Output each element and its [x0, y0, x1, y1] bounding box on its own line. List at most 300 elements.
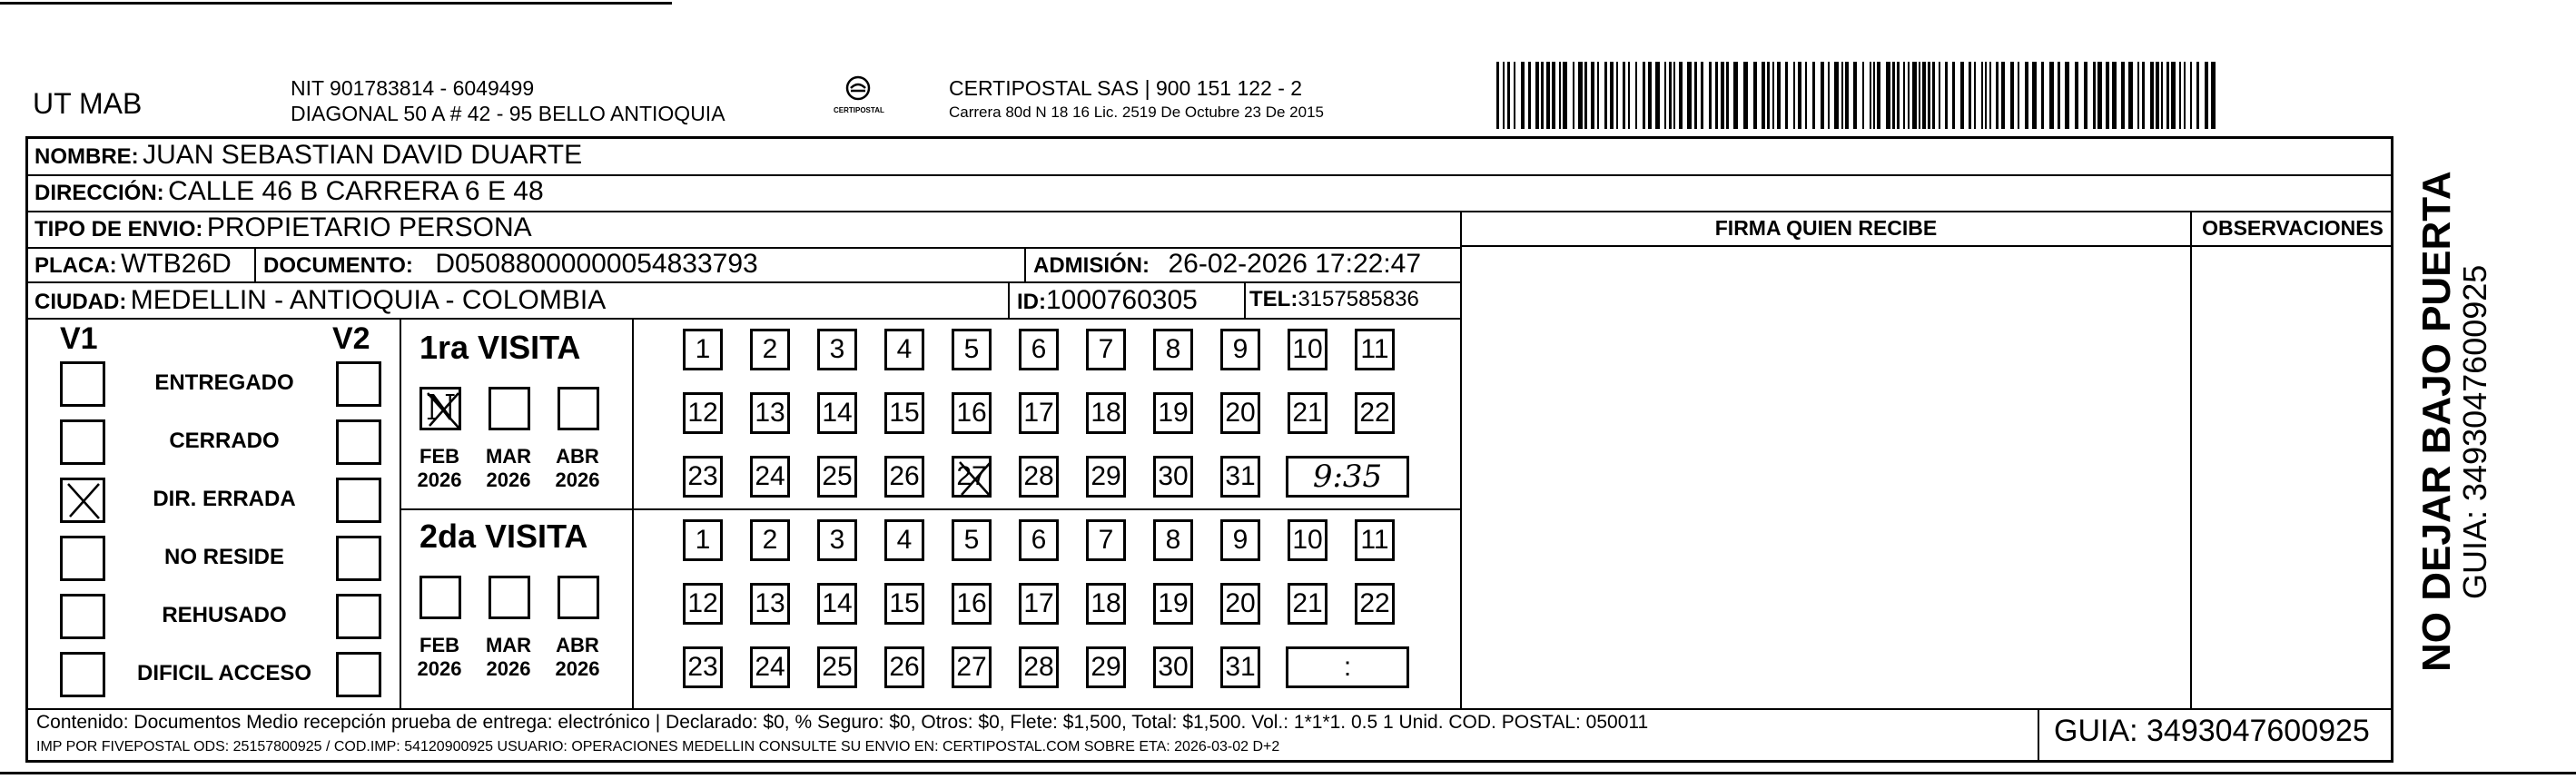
footer-guia: GUIA: 3493047600925	[2054, 714, 2370, 748]
v1-check-mark	[63, 480, 103, 520]
ciudad-value: MEDELLIN - ANTIOQUIA - COLOMBIA	[130, 285, 607, 315]
barcode-bar	[1945, 62, 1948, 129]
barcode-bar	[1655, 62, 1660, 129]
day-box[interactable]	[750, 519, 790, 561]
day-number: 8	[1165, 334, 1181, 364]
v1-checkbox[interactable]	[60, 652, 105, 697]
barcode-bar	[1604, 62, 1607, 129]
direccion-value: CALLE 46 B CARRERA 6 E 48	[168, 176, 544, 206]
nombre-value: JUAN SEBASTIAN DAVID DUARTE	[143, 140, 583, 170]
barcode-bar	[1535, 62, 1539, 129]
day-number: 12	[687, 398, 718, 428]
barcode-bar	[1862, 62, 1864, 129]
barcode-bar	[2112, 62, 2117, 129]
day-box[interactable]	[1220, 646, 1260, 688]
documento-label: DOCUMENTO:	[263, 253, 413, 278]
month-year: 2026	[417, 657, 462, 680]
day-number: 27	[956, 461, 987, 491]
day-box[interactable]	[1288, 583, 1327, 625]
placa-label: PLACA:	[35, 253, 117, 278]
visits-divider	[632, 318, 634, 708]
day-number: 13	[755, 588, 785, 618]
day-number: 19	[1158, 588, 1189, 618]
barcode-bar	[1793, 62, 1795, 129]
barcode-bar	[1821, 62, 1824, 129]
day-box[interactable]	[1153, 329, 1193, 370]
day-box[interactable]	[683, 392, 723, 434]
day-number: 8	[1165, 525, 1181, 555]
day-box[interactable]	[1019, 456, 1059, 498]
day-number: 9	[1232, 334, 1249, 364]
month-label	[550, 634, 605, 681]
day-box[interactable]	[1019, 583, 1059, 625]
day-box[interactable]	[1220, 392, 1260, 434]
day-check-mark	[954, 459, 994, 498]
month-label	[481, 445, 536, 492]
barcode-bar	[1563, 62, 1567, 129]
barcode-bar	[2166, 62, 2169, 129]
v1-checkbox[interactable]	[60, 361, 105, 407]
barcode-bar	[1521, 62, 1525, 129]
barcode-bar	[1503, 62, 1505, 129]
day-box[interactable]	[750, 392, 790, 434]
day-box[interactable]	[952, 646, 992, 688]
month-checkbox[interactable]	[489, 576, 530, 619]
v1-checkbox[interactable]	[60, 419, 105, 465]
barcode-bar	[2150, 62, 2154, 129]
day-number: 25	[822, 652, 853, 682]
barcode-bar	[1709, 62, 1712, 129]
barcode-bar	[1985, 62, 1987, 129]
day-number: 16	[956, 588, 987, 618]
barcode-bar	[2171, 62, 2176, 129]
day-number: 18	[1091, 588, 1121, 618]
month-checkbox[interactable]	[558, 387, 599, 430]
barcode-bar	[1873, 62, 1875, 129]
day-number: 30	[1158, 461, 1189, 491]
barcode-bar	[1798, 62, 1801, 129]
barcode-bar	[1628, 62, 1630, 129]
day-box[interactable]	[683, 519, 723, 561]
day-box[interactable]	[884, 392, 924, 434]
barcode-bar	[2137, 62, 2139, 129]
barcode-bar	[2001, 62, 2005, 129]
firma-header: FIRMA QUIEN RECIBE	[1714, 216, 1938, 240]
day-box[interactable]	[1288, 392, 1327, 434]
v1-heading: V1	[60, 321, 98, 356]
day-number: 21	[1292, 588, 1323, 618]
status-label: DIR. ERRADA	[153, 487, 296, 511]
firma-left-border	[1460, 211, 1462, 708]
day-box[interactable]	[817, 329, 857, 370]
day-box[interactable]	[1355, 519, 1395, 561]
barcode-bar	[1679, 62, 1683, 129]
day-number: 25	[822, 461, 853, 491]
tel-label: TEL:	[1249, 287, 1298, 311]
barcode-bar	[1591, 62, 1594, 129]
barcode-bar	[2128, 62, 2133, 129]
barcode-bar	[1841, 62, 1843, 129]
barcode-bar	[2058, 62, 2060, 129]
day-number: 15	[889, 398, 920, 428]
month-label	[412, 445, 467, 492]
admision-value: 26-02-2026 17:22:47	[1168, 249, 1422, 279]
barcode-bar	[1777, 62, 1781, 129]
day-box[interactable]	[817, 646, 857, 688]
v2-checkbox[interactable]	[336, 419, 381, 465]
day-box[interactable]	[1153, 646, 1193, 688]
day-box[interactable]	[1288, 519, 1327, 561]
barcode-bar	[1870, 62, 1871, 129]
day-box[interactable]	[1086, 392, 1126, 434]
month-year: 2026	[555, 657, 600, 680]
day-number: 30	[1158, 652, 1189, 682]
day-box[interactable]	[750, 456, 790, 498]
month-name: ABR	[556, 634, 599, 656]
id-cell	[1017, 285, 1198, 316]
v2-checkbox[interactable]	[336, 536, 381, 581]
month-label	[481, 634, 536, 681]
day-box[interactable]	[1355, 329, 1395, 370]
day-number: 6	[1031, 334, 1047, 364]
day-number: 11	[1360, 334, 1389, 364]
day-number: 22	[1359, 398, 1390, 428]
day-box[interactable]	[750, 646, 790, 688]
day-box[interactable]	[683, 646, 723, 688]
day-number: 27	[956, 652, 987, 682]
barcode-bar	[1886, 62, 1890, 129]
barcode-bar	[1989, 62, 1991, 129]
barcode-bar	[1648, 62, 1652, 129]
day-box[interactable]	[1019, 519, 1059, 561]
footer-contenido: Contenido: Documentos Medio recepción prueba de entrega: electrónico | Declarado: $0, % Seguro: $0, Otros: $0, Flete: $1,500, Total: $1,500. Vol.: 1*1*1. 0.5 1 Unid. COD. POSTAL: 050011	[36, 712, 1649, 733]
day-number: 6	[1031, 525, 1047, 555]
carrier-name: CERTIPOSTAL SAS | 900 151 122 - 2	[949, 76, 1303, 100]
day-number: 5	[963, 525, 980, 555]
barcode-bar	[1687, 62, 1692, 129]
logo-text: CERTIPOSTAL	[834, 106, 884, 114]
barcode-bar	[1616, 62, 1618, 129]
day-box[interactable]	[1086, 646, 1126, 688]
day-box[interactable]	[683, 456, 723, 498]
id-value: 1000760305	[1046, 285, 1198, 315]
day-number: 1	[695, 525, 711, 555]
logo-icon	[843, 74, 873, 102]
day-number: 19	[1158, 398, 1189, 428]
barcode-bar	[1834, 62, 1839, 129]
barcode-bar	[1753, 62, 1757, 129]
second-visit-title: 2da VISITA	[419, 518, 588, 555]
day-box[interactable]	[1019, 329, 1059, 370]
barcode-bar	[1974, 62, 1976, 129]
barcode-bar	[1828, 62, 1830, 129]
barcode-bar	[1669, 62, 1672, 129]
day-box[interactable]	[683, 329, 723, 370]
bottom-edge-line	[0, 772, 2576, 774]
day-box[interactable]	[750, 329, 790, 370]
day-box[interactable]	[817, 519, 857, 561]
documento-value: D05088000000054833793	[435, 249, 758, 279]
barcode-bar	[2156, 62, 2159, 129]
row-line	[25, 318, 1462, 320]
time-value-handwritten: 9:35	[1312, 459, 1383, 495]
nombre-row	[35, 140, 582, 171]
top-edge-line	[0, 2, 672, 5]
tipo-label: TIPO DE ENVIO:	[35, 217, 203, 242]
barcode-bar	[2121, 62, 2125, 129]
barcode-bar	[1772, 62, 1774, 129]
day-number: 22	[1359, 588, 1390, 618]
tipo-value: PROPIETARIO PERSONA	[206, 212, 532, 242]
month-check-mark	[422, 390, 462, 429]
v2-checkbox[interactable]	[336, 361, 381, 407]
day-box[interactable]	[817, 456, 857, 498]
day-box[interactable]	[1086, 519, 1126, 561]
barcode-bar	[1726, 62, 1729, 129]
barcode-bar	[1496, 62, 1499, 129]
barcode-bar	[1996, 62, 1999, 129]
barcode-bar	[2196, 62, 2199, 129]
day-number: 31	[1225, 461, 1256, 491]
barcode-bar	[2041, 62, 2044, 129]
day-number: 4	[896, 334, 913, 364]
month-checkbox[interactable]	[419, 387, 461, 430]
day-number: 17	[1023, 588, 1054, 618]
barcode-bar	[1664, 62, 1666, 129]
barcode-bar	[2093, 62, 2096, 129]
barcode-bar	[1743, 62, 1748, 129]
day-box[interactable]	[1086, 456, 1126, 498]
day-box[interactable]	[683, 583, 723, 625]
day-box[interactable]	[1220, 329, 1260, 370]
barcode-bar	[2049, 62, 2054, 129]
cell-divider	[1244, 281, 1246, 318]
placa-cell	[35, 249, 232, 280]
day-number: 9	[1232, 525, 1249, 555]
direccion-row	[35, 176, 544, 207]
day-box[interactable]	[1019, 646, 1059, 688]
barcode-bar	[2032, 62, 2037, 129]
month-name: FEB	[419, 634, 459, 656]
v2-checkbox[interactable]	[336, 478, 381, 523]
v2-checkbox[interactable]	[336, 594, 381, 639]
day-number: 11	[1360, 525, 1389, 555]
day-number: 24	[755, 652, 785, 682]
day-number: 12	[687, 588, 718, 618]
barcode-bar	[1578, 62, 1583, 129]
day-number: 26	[889, 461, 920, 491]
day-number: 23	[687, 652, 718, 682]
day-box[interactable]	[1220, 519, 1260, 561]
day-box[interactable]	[817, 392, 857, 434]
day-number: 5	[963, 334, 980, 364]
observaciones-header: OBSERVACIONES	[2202, 216, 2384, 240]
firma-area[interactable]	[1464, 249, 2188, 706]
barcode-bar	[1643, 62, 1645, 129]
direccion-label: DIRECCIÓN:	[35, 181, 164, 205]
day-box[interactable]	[1019, 392, 1059, 434]
barcode-bar	[1635, 62, 1637, 129]
day-box[interactable]	[952, 392, 992, 434]
day-number: 26	[889, 652, 920, 682]
day-box[interactable]	[952, 583, 992, 625]
barcode-bar	[1767, 62, 1770, 129]
barcode-bar	[1969, 62, 1971, 129]
day-number: 15	[889, 588, 920, 618]
month-year: 2026	[486, 657, 531, 680]
day-box[interactable]	[1355, 392, 1395, 434]
day-box[interactable]	[1220, 456, 1260, 498]
day-number: 7	[1098, 334, 1114, 364]
side-text	[2414, 163, 2493, 672]
day-number: 21	[1292, 398, 1323, 428]
barcode-bar	[2179, 62, 2181, 129]
nombre-label: NOMBRE:	[35, 144, 139, 169]
barcode-bar	[2084, 62, 2087, 129]
month-year: 2026	[417, 468, 462, 491]
barcode-bar	[1733, 62, 1738, 129]
barcode-bar	[2075, 62, 2078, 129]
day-box[interactable]	[952, 456, 992, 498]
barcode-bar	[1897, 62, 1900, 129]
certipostal-logo	[834, 74, 883, 122]
barcode-bar	[2142, 62, 2145, 129]
obs-left-border	[2190, 211, 2192, 708]
cell-divider	[254, 247, 256, 281]
barcode-bar	[1853, 62, 1857, 129]
barcode-bar	[1960, 62, 1964, 129]
barcode-bar	[1785, 62, 1788, 129]
day-box[interactable]	[1153, 519, 1193, 561]
day-number: 20	[1225, 398, 1256, 428]
day-box[interactable]	[1288, 329, 1327, 370]
day-number: 3	[829, 334, 845, 364]
day-number: 24	[755, 461, 785, 491]
barcode-bar	[1805, 62, 1807, 129]
day-number: 7	[1098, 525, 1114, 555]
day-number: 29	[1091, 652, 1121, 682]
status-label: NO RESIDE	[163, 545, 285, 569]
first-visit-title: 1ra VISITA	[419, 329, 581, 366]
cell-divider	[1008, 281, 1010, 318]
barcode-bar	[1673, 62, 1675, 129]
placa-value: WTB26D	[121, 249, 232, 279]
day-box[interactable]	[952, 519, 992, 561]
day-box[interactable]	[884, 519, 924, 561]
barcode-bar	[1919, 62, 1920, 129]
barcode-bar	[1981, 62, 1983, 129]
barcode-bar	[1546, 62, 1550, 129]
documento-cell	[263, 249, 758, 280]
barcode-bar	[2065, 62, 2069, 129]
barcode-bar	[1597, 62, 1599, 129]
day-number: 14	[822, 398, 853, 428]
day-box[interactable]	[1086, 329, 1126, 370]
side-guia-text: GUIA: 3493047600925	[2456, 264, 2493, 599]
month-checkbox[interactable]	[558, 576, 599, 619]
v1-checkbox[interactable]	[60, 594, 105, 639]
barcode-bar	[2190, 62, 2192, 129]
day-number: 18	[1091, 398, 1121, 428]
barcode-bar	[1623, 62, 1625, 129]
barcode-bar	[2161, 62, 2163, 129]
day-number: 28	[1023, 461, 1054, 491]
ciudad-cell	[35, 285, 606, 316]
month-checkbox[interactable]	[489, 387, 530, 430]
barcode-bar	[2205, 62, 2208, 129]
barcode-bar	[1721, 62, 1724, 129]
carrier-address: Carrera 80d N 18 16 Lic. 2519 De Octubre 23 De 2015	[949, 104, 1324, 121]
day-box[interactable]	[1153, 583, 1193, 625]
day-number: 29	[1091, 461, 1121, 491]
day-box[interactable]	[817, 583, 857, 625]
barcode-bar	[1507, 62, 1510, 129]
time-box[interactable]	[1286, 646, 1409, 688]
time-box[interactable]	[1286, 456, 1409, 498]
day-number: 20	[1225, 588, 1256, 618]
id-label: ID:	[1017, 290, 1046, 314]
barcode-bar	[2106, 62, 2109, 129]
tipo-row	[35, 212, 532, 243]
barcode-bar	[1762, 62, 1765, 129]
day-box[interactable]	[1355, 583, 1395, 625]
day-box[interactable]	[1153, 456, 1193, 498]
month-name: MAR	[485, 634, 532, 656]
day-box[interactable]	[1153, 392, 1193, 434]
observaciones-area[interactable]	[2194, 249, 2392, 706]
day-box[interactable]	[884, 646, 924, 688]
day-box[interactable]	[750, 583, 790, 625]
day-box[interactable]	[884, 329, 924, 370]
barcode-bar	[1892, 62, 1895, 129]
barcode-bar	[1514, 62, 1515, 129]
tel-value: 3157585836	[1298, 287, 1419, 311]
barcode-bar	[2211, 62, 2216, 129]
row-line	[1462, 245, 2393, 247]
day-box[interactable]	[884, 456, 924, 498]
v1-checkbox[interactable]	[60, 536, 105, 581]
month-label	[550, 445, 605, 492]
day-box[interactable]	[884, 583, 924, 625]
barcode-bar	[1928, 62, 1930, 129]
footer-divider	[2038, 708, 2039, 763]
barcode-bar	[1528, 62, 1531, 129]
day-box[interactable]	[1220, 583, 1260, 625]
month-checkbox[interactable]	[419, 576, 461, 619]
company-address: DIAGONAL 50 A # 42 - 95 BELLO ANTIOQUIA	[291, 102, 725, 125]
barcode-bar	[1952, 62, 1955, 129]
day-number: 17	[1023, 398, 1054, 428]
day-number: 10	[1292, 525, 1323, 555]
tel-cell	[1249, 287, 1419, 312]
barcode-bar	[1908, 62, 1910, 129]
day-box[interactable]	[952, 329, 992, 370]
v1-checkbox[interactable]	[60, 478, 105, 523]
month-name: MAR	[485, 445, 532, 468]
barcode-bar	[1877, 62, 1880, 129]
day-number: 14	[822, 588, 853, 618]
v2-checkbox[interactable]	[336, 652, 381, 697]
footer-imp: IMP POR FIVEPOSTAL ODS: 25157800925 / COD.IMP: 54120900925 USUARIO: OPERACIONES MEDELLIN CONSULTE SU ENVIO EN: CERTIPOSTAL.COM SOBRE ETA: 2026-03-02 D+2	[36, 739, 1280, 754]
day-box[interactable]	[1086, 583, 1126, 625]
barcode-bar	[2097, 62, 2102, 129]
company-nit: NIT 901783814 - 6049499	[291, 76, 535, 100]
month-label	[412, 634, 467, 681]
barcode-bar	[1932, 62, 1935, 129]
day-number: 28	[1023, 652, 1054, 682]
barcode-bar	[1584, 62, 1587, 129]
day-number: 1	[695, 334, 711, 364]
